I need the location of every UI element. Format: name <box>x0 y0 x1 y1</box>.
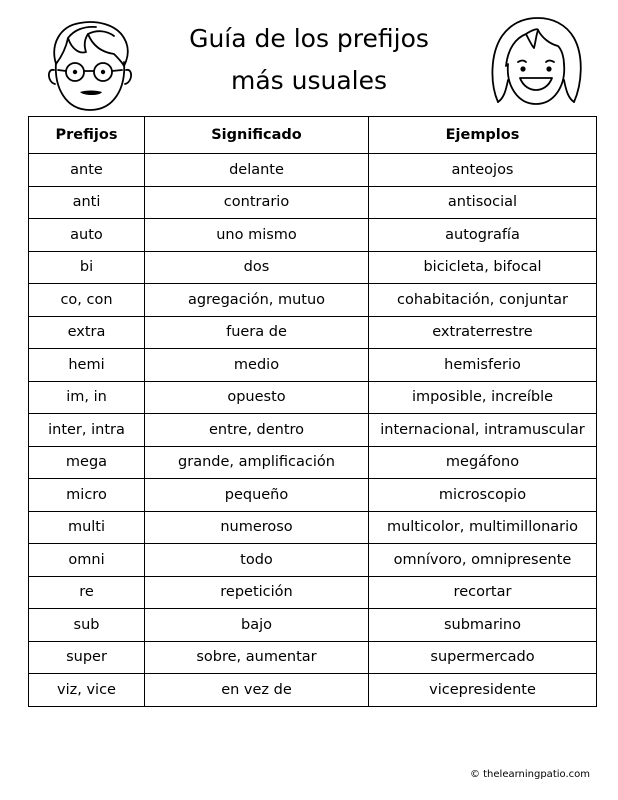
meaning-cell: medio <box>145 349 369 382</box>
meaning-cell: fuera de <box>145 316 369 349</box>
table-row <box>29 641 597 674</box>
table-row <box>29 414 597 447</box>
prefix-cell: multi <box>29 511 145 544</box>
prefix-cell: mega <box>29 446 145 479</box>
header-prefijos: Prefijos <box>29 117 145 154</box>
example-cell: antisocial <box>369 186 597 219</box>
meaning-cell: en vez de <box>145 674 369 707</box>
example-cell: autografía <box>369 219 597 252</box>
meaning-cell: contrario <box>145 186 369 219</box>
example-cell: megáfono <box>369 446 597 479</box>
prefix-cell: extra <box>29 316 145 349</box>
prefix-cell: anti <box>29 186 145 219</box>
prefix-cell: hemi <box>29 349 145 382</box>
meaning-cell: sobre, aumentar <box>145 641 369 674</box>
meaning-cell: bajo <box>145 609 369 642</box>
prefix-cell: sub <box>29 609 145 642</box>
example-cell: extraterrestre <box>369 316 597 349</box>
example-cell: hemisferio <box>369 349 597 382</box>
prefix-cell: omni <box>29 544 145 577</box>
title-line-2: más usuales <box>230 66 388 95</box>
example-cell: internacional, intramuscular <box>369 414 597 447</box>
prefix-cell: re <box>29 576 145 609</box>
meaning-cell: uno mismo <box>145 219 369 252</box>
prefix-cell: co, con <box>29 284 145 317</box>
table-row <box>29 446 597 479</box>
example-cell: recortar <box>369 576 597 609</box>
table-row <box>29 381 597 414</box>
example-cell: vicepresidente <box>369 674 597 707</box>
meaning-cell: pequeño <box>145 479 369 512</box>
table-row <box>29 674 597 707</box>
meaning-cell: repetición <box>145 576 369 609</box>
prefix-cell: inter, intra <box>29 414 145 447</box>
meaning-cell: delante <box>145 154 369 187</box>
table-row <box>29 186 597 219</box>
header-significado: Significado <box>145 117 369 154</box>
table-row <box>29 479 597 512</box>
example-cell: supermercado <box>369 641 597 674</box>
table-row <box>29 316 597 349</box>
copyright-footer: © thelearningpatio.com <box>469 769 590 780</box>
prefix-cell: im, in <box>29 381 145 414</box>
meaning-cell: opuesto <box>145 381 369 414</box>
prefix-cell: auto <box>29 219 145 252</box>
example-cell: bicicleta, bifocal <box>369 251 597 284</box>
meaning-cell: entre, dentro <box>145 414 369 447</box>
table-row <box>29 511 597 544</box>
meaning-cell: numeroso <box>145 511 369 544</box>
example-cell: anteojos <box>369 154 597 187</box>
boy-face-icon <box>44 18 136 116</box>
example-cell: submarino <box>369 609 597 642</box>
prefix-cell: ante <box>29 154 145 187</box>
prefix-cell: bi <box>29 251 145 284</box>
prefix-cell: super <box>29 641 145 674</box>
title-line-1: Guía de los prefijos <box>189 24 429 53</box>
prefix-table <box>28 116 597 707</box>
table-row <box>29 349 597 382</box>
table-row <box>29 219 597 252</box>
example-cell: imposible, increíble <box>369 381 597 414</box>
example-cell: microscopio <box>369 479 597 512</box>
meaning-cell: grande, amplificación <box>145 446 369 479</box>
meaning-cell: dos <box>145 251 369 284</box>
prefix-cell: micro <box>29 479 145 512</box>
table-row <box>29 609 597 642</box>
table-row <box>29 544 597 577</box>
header-ejemplos: Ejemplos <box>369 117 597 154</box>
meaning-cell: agregación, mutuo <box>145 284 369 317</box>
table-header-row <box>29 117 597 154</box>
prefix-cell: viz, vice <box>29 674 145 707</box>
example-cell: omnívoro, omnipresente <box>369 544 597 577</box>
meaning-cell: todo <box>145 544 369 577</box>
table-row <box>29 154 597 187</box>
table-row <box>29 576 597 609</box>
table-row <box>29 284 597 317</box>
table-row <box>29 251 597 284</box>
example-cell: cohabitación, conjuntar <box>369 284 597 317</box>
girl-face-icon <box>486 14 586 114</box>
example-cell: multicolor, multimillonario <box>369 511 597 544</box>
